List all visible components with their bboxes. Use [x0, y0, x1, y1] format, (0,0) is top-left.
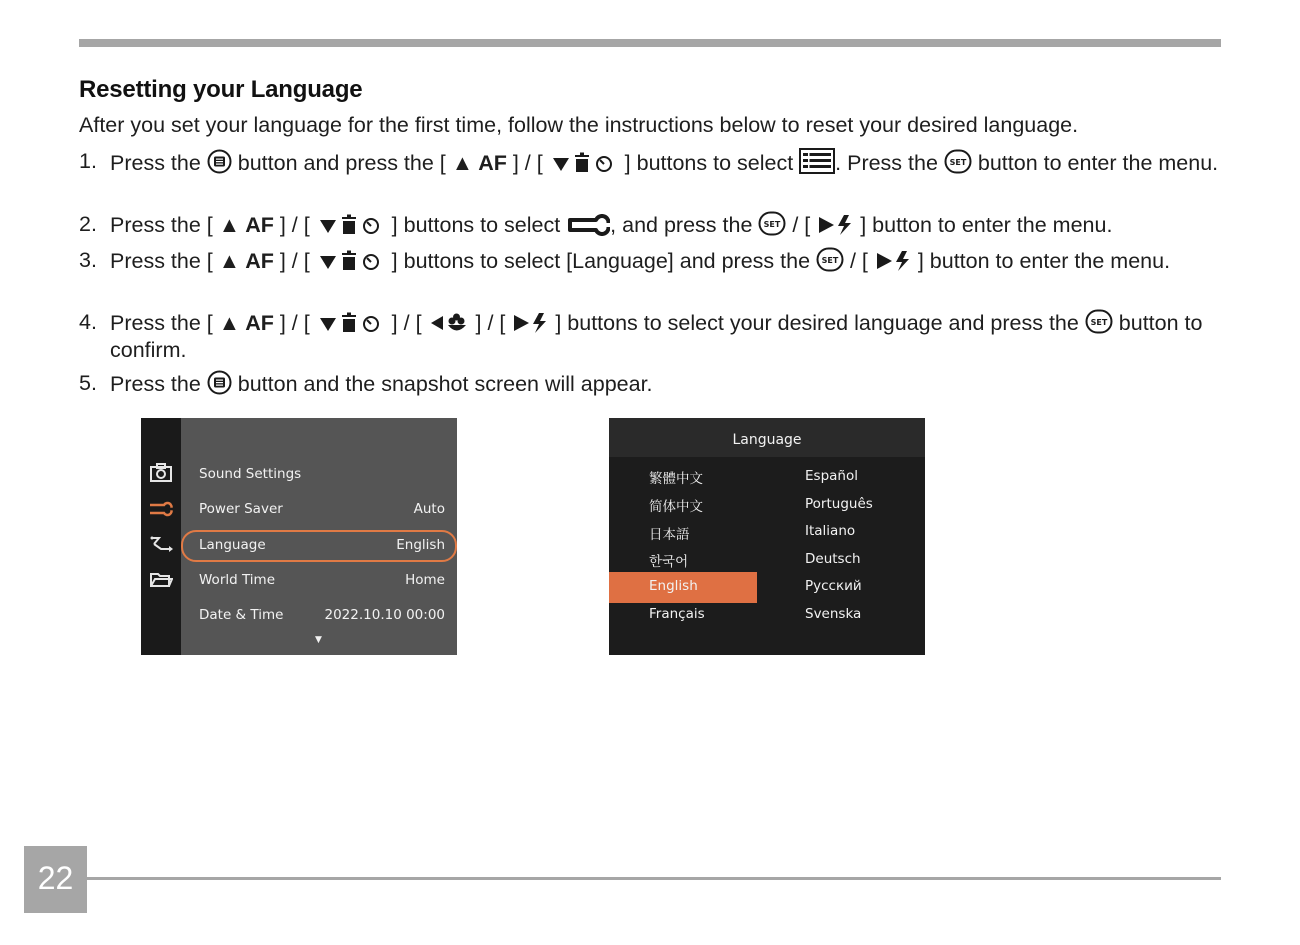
up-af-icon: ▲ AF: [218, 311, 274, 335]
language-option[interactable]: 简体中文: [649, 499, 703, 515]
language-option[interactable]: Italiano: [805, 523, 856, 539]
language-option[interactable]: 한국어: [649, 554, 689, 570]
language-header: Language: [609, 418, 925, 457]
wrench-icon: [566, 214, 610, 236]
language-option[interactable]: Français: [649, 606, 705, 622]
up-af-icon: ▲ AF: [218, 213, 274, 237]
step-1: 1. Press the button and press the [ ▲ AF ] / [ ] buttons to select . Press the SET button to enter the menu.: [79, 149, 1219, 175]
menu-button-icon: [207, 149, 232, 174]
language-option[interactable]: 繁體中文: [649, 471, 703, 487]
settings-row[interactable]: Sound Settings: [199, 466, 302, 482]
language-option[interactable]: Deutsch: [805, 551, 861, 567]
set-button-icon: [944, 149, 972, 174]
svg-text:SET: SET: [821, 256, 839, 265]
steps-list: [79, 148, 1224, 398]
section-heading: Resetting your Language: [79, 76, 363, 103]
right-flash-icon: [874, 250, 912, 272]
set-button-icon: [816, 247, 844, 272]
left-macro-icon: [428, 312, 470, 334]
language-screen: [609, 418, 925, 655]
menu-button-icon: [207, 370, 232, 395]
svg-text:SET: SET: [764, 220, 781, 229]
right-flash-icon: [511, 312, 549, 334]
intro-text: After you set your language for the first time, follow the instructions below to reset your desired language.: [79, 113, 1079, 137]
right-flash-icon: [816, 214, 854, 236]
settings-row[interactable]: World Time Home: [199, 572, 445, 588]
step-2: 2. Press the [ ▲ AF ] / [ ] buttons to select , and press the SET / [ ] button to enter the menu.: [79, 212, 1113, 237]
settings-row[interactable]: Power Saver Auto: [199, 501, 445, 517]
page-number: 22: [37, 860, 74, 896]
set-button-icon: [758, 211, 786, 236]
step-4: 4. Press the [ ▲ AF ] / [ ] / [ ] / [ ] buttons to select your desired language and press the SET button to confirm.: [79, 310, 1203, 362]
svg-text:SET: SET: [949, 158, 967, 167]
down-delete-timer-icon: [549, 152, 619, 174]
scroll-down-caret: ▼: [315, 635, 322, 645]
down-delete-timer-icon: [316, 312, 386, 334]
settings-list-icon: [799, 148, 835, 174]
up-af-icon: ▲ AF: [451, 151, 507, 175]
set-button-icon: [1085, 309, 1113, 334]
settings-row-selected[interactable]: Language English: [199, 537, 445, 553]
language-option[interactable]: Русский: [805, 578, 862, 594]
language-option[interactable]: Português: [805, 496, 873, 512]
top-rule: [79, 39, 1221, 47]
language-option[interactable]: 日本語: [649, 527, 690, 543]
step-3: 3. Press the [ ▲ AF ] / [ ] buttons to select [Language] and press the SET / [ ] button to enter the menu.: [79, 248, 1171, 273]
down-delete-timer-icon: [316, 250, 386, 272]
step-5: 5. Press the button and the snapshot screen will appear.: [79, 371, 653, 396]
language-option-selected[interactable]: English: [649, 578, 698, 594]
language-option[interactable]: Svenska: [805, 606, 862, 622]
up-af-icon: ▲ AF: [218, 249, 274, 273]
svg-text:SET: SET: [1090, 318, 1108, 327]
settings-row[interactable]: Date & Time 2022.10.10 00:00: [199, 607, 445, 623]
footer-rule: [87, 877, 1221, 880]
page-number-box: [24, 846, 87, 913]
language-option[interactable]: Español: [805, 468, 858, 484]
down-delete-timer-icon: [316, 214, 386, 236]
